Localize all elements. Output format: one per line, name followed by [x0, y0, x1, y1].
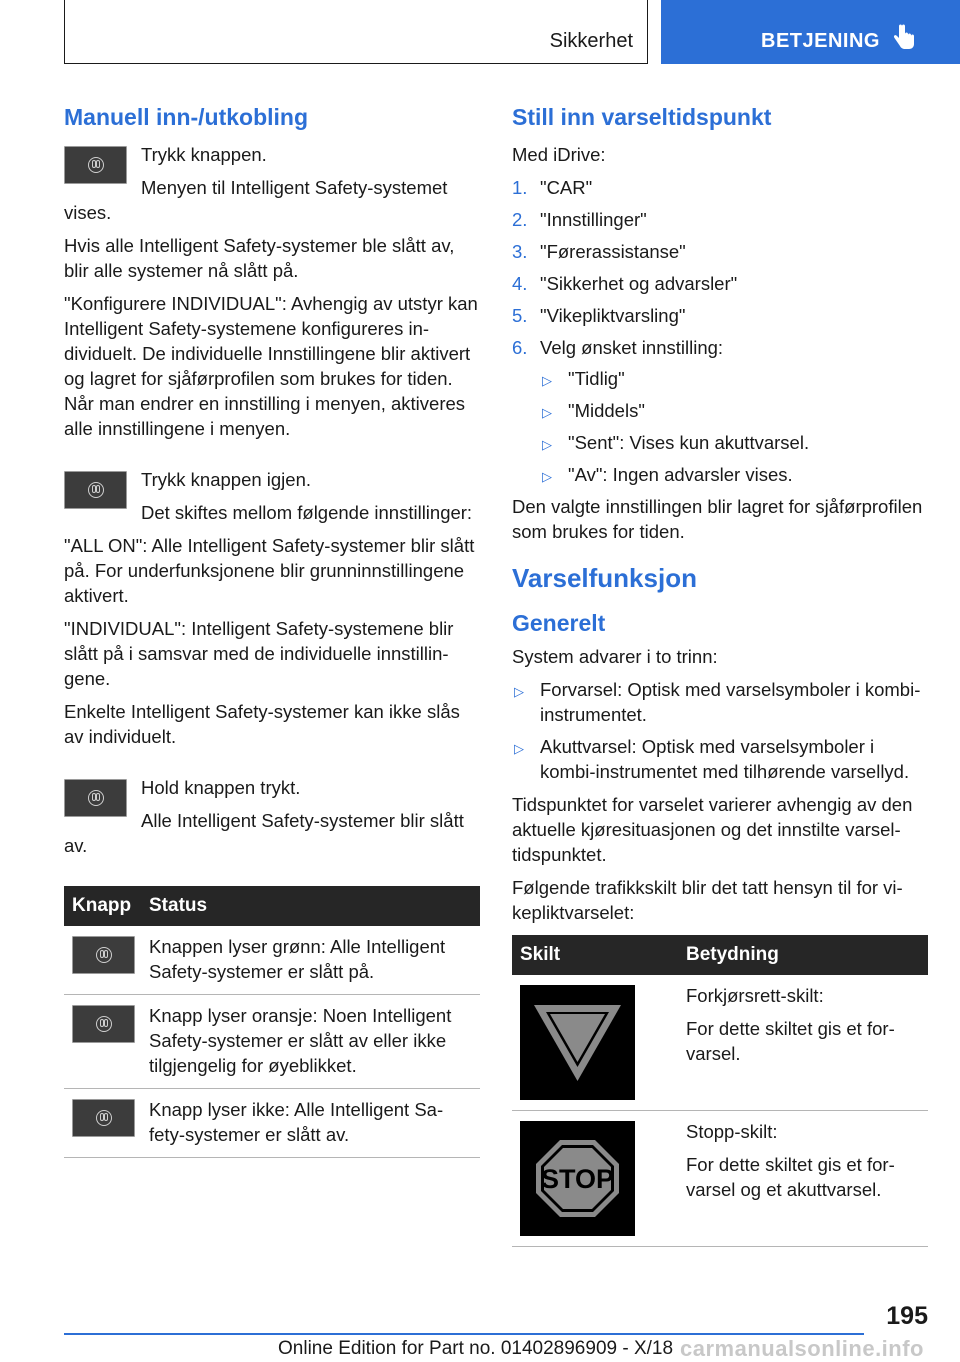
- list-item: ▷ "Middels": [512, 398, 928, 423]
- paragraph: "Konfigurere INDIVIDUAL": Avhengig av utstyr kan Intelligent Safety-systemene konfigureres individuelt. De individuelle Innstillingene blir aktivert og lagret for sjåførprofilen som brukes for tiden. Når man endrer en innstilling i menyen, aktiveres alle innstillingene i menyen.: [64, 293, 478, 439]
- list-item: ▷ Forvarsel: Optisk med varselsymboler i kombi-instrumentet.: [514, 679, 921, 725]
- table-header-betydning: Betydning: [678, 935, 928, 975]
- hand-pointer-icon: [893, 24, 915, 50]
- list-item: ▷ "Av": Ingen advarsler vises.: [512, 462, 928, 487]
- triangle-bullet-icon: ▷: [542, 469, 552, 484]
- button-status-table: [64, 886, 480, 1158]
- list-item: 4. "Sikkerhet og advarsler": [512, 273, 738, 294]
- instruction-press-again: [64, 467, 480, 533]
- svg-text:STOP: STOP: [540, 1164, 615, 1194]
- intelligent-safety-icon: [88, 157, 104, 173]
- header-section-box: [64, 0, 648, 64]
- paragraph: "INDIVIDUAL": Intelligent Safety-systemene blir slått på i samsvar med de individuelle innstillingene.: [64, 618, 454, 689]
- table-header-row: [64, 886, 480, 926]
- intelligent-safety-icon: [96, 947, 112, 963]
- list-item: ▷ "Sent": Vises kun akuttvarsel.: [512, 430, 928, 455]
- paragraph: System advarer i to trinn:: [512, 646, 718, 667]
- yield-sign-icon: [520, 985, 635, 1100]
- safety-button-image: [72, 1005, 135, 1043]
- footer-edition: Online Edition for Part no. 01402896909 - X/18: [278, 1338, 674, 1359]
- table-header-status: Status: [141, 886, 480, 926]
- stop-sign-icon: [520, 1121, 635, 1236]
- instruction-line: Hold knappen trykt.: [141, 777, 301, 798]
- header-section-label: Sikkerhet: [549, 30, 633, 52]
- instruction-line: Trykk knappen igjen.: [141, 469, 312, 490]
- safety-button-image: [72, 1099, 135, 1137]
- header-chapter-box: [661, 0, 960, 64]
- safety-button-image: [64, 471, 127, 509]
- heading-warning-function: Varselfunksjon: [512, 563, 697, 593]
- paragraph: Tidspunktet for varselet varierer avhengig av den aktuelle kjøresituasjonen og det innstilte varseltidspunktet.: [512, 794, 913, 865]
- step-list: [512, 175, 928, 487]
- intelligent-safety-icon: [88, 482, 104, 498]
- instruction-result: Menyen til Intelligent Safety-systemet vises.: [64, 177, 448, 223]
- list-item: ▷ Akuttvarsel: Optisk med varselsymboler i kombi-instrumentet med tilhørende varsellyd.: [514, 736, 910, 782]
- note-text: Den valgte innstillingen blir lagret for sjåførprofilen som brukes for tiden.: [512, 496, 923, 542]
- table-header-knapp: Knapp: [64, 886, 141, 926]
- list-item: 6. Velg ønsket innstilling: ▷ "Tidlig" ▷ "Middels" ▷ "Sent": Vises kun akuttvarsel. ▷ "Av": Ingen advarsler vises.: [512, 335, 928, 487]
- safety-button-image: [64, 146, 127, 184]
- table-header-skilt: Skilt: [512, 935, 678, 975]
- paragraph: Enkelte Intelligent Safety-systemer kan ikke slås av individuelt.: [64, 701, 460, 747]
- watermark: carmanualsonline.info: [680, 1336, 924, 1361]
- header-chapter-label: BETJENING: [761, 30, 880, 52]
- subheading-general: Generelt: [512, 610, 606, 636]
- instruction-press-button: [64, 142, 480, 233]
- instruction-result: Alle Intelligent Safety-systemer blir slått av.: [64, 810, 464, 856]
- heading-manual-toggle: Manuell inn-/utkobling: [64, 104, 309, 130]
- stop-sign-image: [520, 1121, 635, 1236]
- triangle-bullet-icon: ▷: [542, 405, 552, 420]
- intelligent-safety-icon: [96, 1110, 112, 1126]
- traffic-sign-table: [512, 935, 928, 1247]
- page-number: 195: [886, 1302, 928, 1330]
- list-item: 3. "Førerassistanse": [512, 241, 686, 262]
- triangle-bullet-icon: ▷: [514, 741, 524, 756]
- instruction-result: Det skiftes mellom følgende innstillinger:: [141, 502, 473, 523]
- intelligent-safety-icon: [96, 1016, 112, 1032]
- triangle-bullet-icon: ▷: [542, 373, 552, 388]
- option-list: [512, 366, 928, 487]
- safety-button-image: [64, 779, 127, 817]
- sign-desc: For dette skiltet gis et forvarsel og et akuttvarsel.: [686, 1154, 895, 1200]
- instruction-line: Trykk knappen.: [141, 144, 267, 165]
- footer-divider: [64, 1333, 864, 1335]
- status-text: Knappen lyser grønn: Alle Intelligent Safety-systemer er slått på.: [141, 926, 480, 995]
- table-row: [512, 1111, 928, 1247]
- warning-stage-list: [512, 677, 928, 784]
- status-text: Knapp lyser ikke: Alle Intelligent Safety-systemer er slått av.: [141, 1089, 480, 1158]
- sign-title: Forkjørsrett-skilt:: [686, 985, 824, 1006]
- table-row: [64, 995, 480, 1089]
- paragraph: Hvis alle Intelligent Safety-systemer ble slått av, blir alle systemer nå slått på.: [64, 235, 455, 281]
- yield-sign-image: [520, 985, 635, 1100]
- list-item: 5. "Vikepliktvarsling": [512, 305, 686, 326]
- triangle-bullet-icon: ▷: [542, 437, 552, 452]
- list-item: ▷ "Tidlig": [512, 366, 928, 391]
- sign-desc: For dette skiltet gis et forvarsel.: [686, 1018, 895, 1064]
- instruction-hold-button: [64, 775, 480, 866]
- paragraph: "ALL ON": Alle Intelligent Safety-systemer blir slått på. For underfunksjonene blir grunninnstillingene aktivert.: [64, 535, 475, 606]
- table-row: [64, 1089, 480, 1158]
- table-row: [64, 926, 480, 995]
- heading-warning-time: Still inn varseltidspunkt: [512, 104, 772, 130]
- list-item: 1. "CAR": [512, 177, 593, 198]
- table-header-row: [512, 935, 928, 975]
- sign-title: Stopp-skilt:: [686, 1121, 778, 1142]
- right-column: [512, 102, 928, 1247]
- intelligent-safety-icon: [88, 790, 104, 806]
- list-item: 2. "Innstillinger": [512, 209, 647, 230]
- status-text: Knapp lyser oransje: Noen Intelligent Safety-systemer er slått av eller ikke tilgjengelig for øyeblikket.: [141, 995, 480, 1089]
- table-row: [512, 975, 928, 1111]
- safety-button-image: [72, 936, 135, 974]
- paragraph: Følgende trafikkskilt blir det tatt hensyn til for vikepliktvarselet:: [512, 877, 903, 923]
- intro-text: Med iDrive:: [512, 144, 606, 165]
- triangle-bullet-icon: ▷: [514, 684, 524, 699]
- left-column: [64, 102, 480, 1158]
